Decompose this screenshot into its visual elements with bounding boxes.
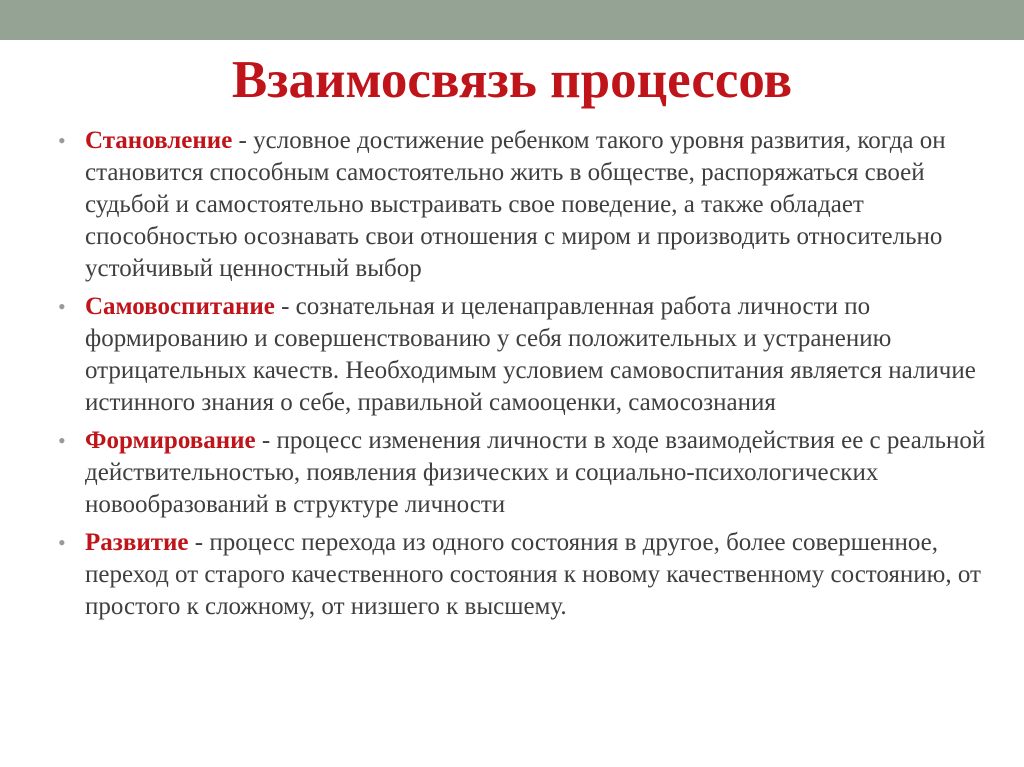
- term-label: Становление: [85, 127, 233, 154]
- list-item-formirovanie: [58, 425, 988, 521]
- term-definition: - условное достижение ребенком такого уровня развития, когда он становится способным самостоятельно жить в обществе, распоряжаться своей судьбой и самостоятельно выстраивать свое поведение, а также обладает способностью осознавать свои отношения с миром и производить относительно устойчивый ценностный выбор: [85, 127, 946, 282]
- list-item-razvitie: [58, 527, 988, 623]
- term-definition: - процесс перехода из одного состояния в другое, более совершенное, переход от старого качественного состояния к новому качественному состоянию, от простого к сложному, от низшего к высшему.: [85, 529, 981, 620]
- term-definition: - процесс изменения личности в ходе взаимодействия ее с реальной действительностью, появления физических и социально-психологических новообразований в структуре личности: [85, 427, 986, 518]
- bullet-icon: •: [58, 428, 66, 453]
- list-item-samovospitanie: [58, 291, 988, 419]
- list-item-stanovlenie: [58, 125, 988, 285]
- bullet-icon: •: [58, 530, 66, 555]
- bullet-icon: •: [58, 294, 66, 319]
- bullet-icon: •: [58, 128, 66, 153]
- term-label: Самовоспитание: [85, 293, 275, 320]
- term-definition: - сознательная и целенаправленная работа личности по формированию и совершенствованию у себя положительных и устранению отрицательных качеств. Необходимым условием самовоспитания является наличие истинного знания о себе, правильной самооценки, самосознания: [85, 293, 976, 416]
- term-label: Формирование: [85, 427, 256, 454]
- slide-title: Взаимосвязь процессов: [231, 51, 793, 109]
- term-label: Развитие: [85, 529, 189, 556]
- top-decorative-bar: [0, 0, 1024, 40]
- definition-list: [58, 125, 988, 629]
